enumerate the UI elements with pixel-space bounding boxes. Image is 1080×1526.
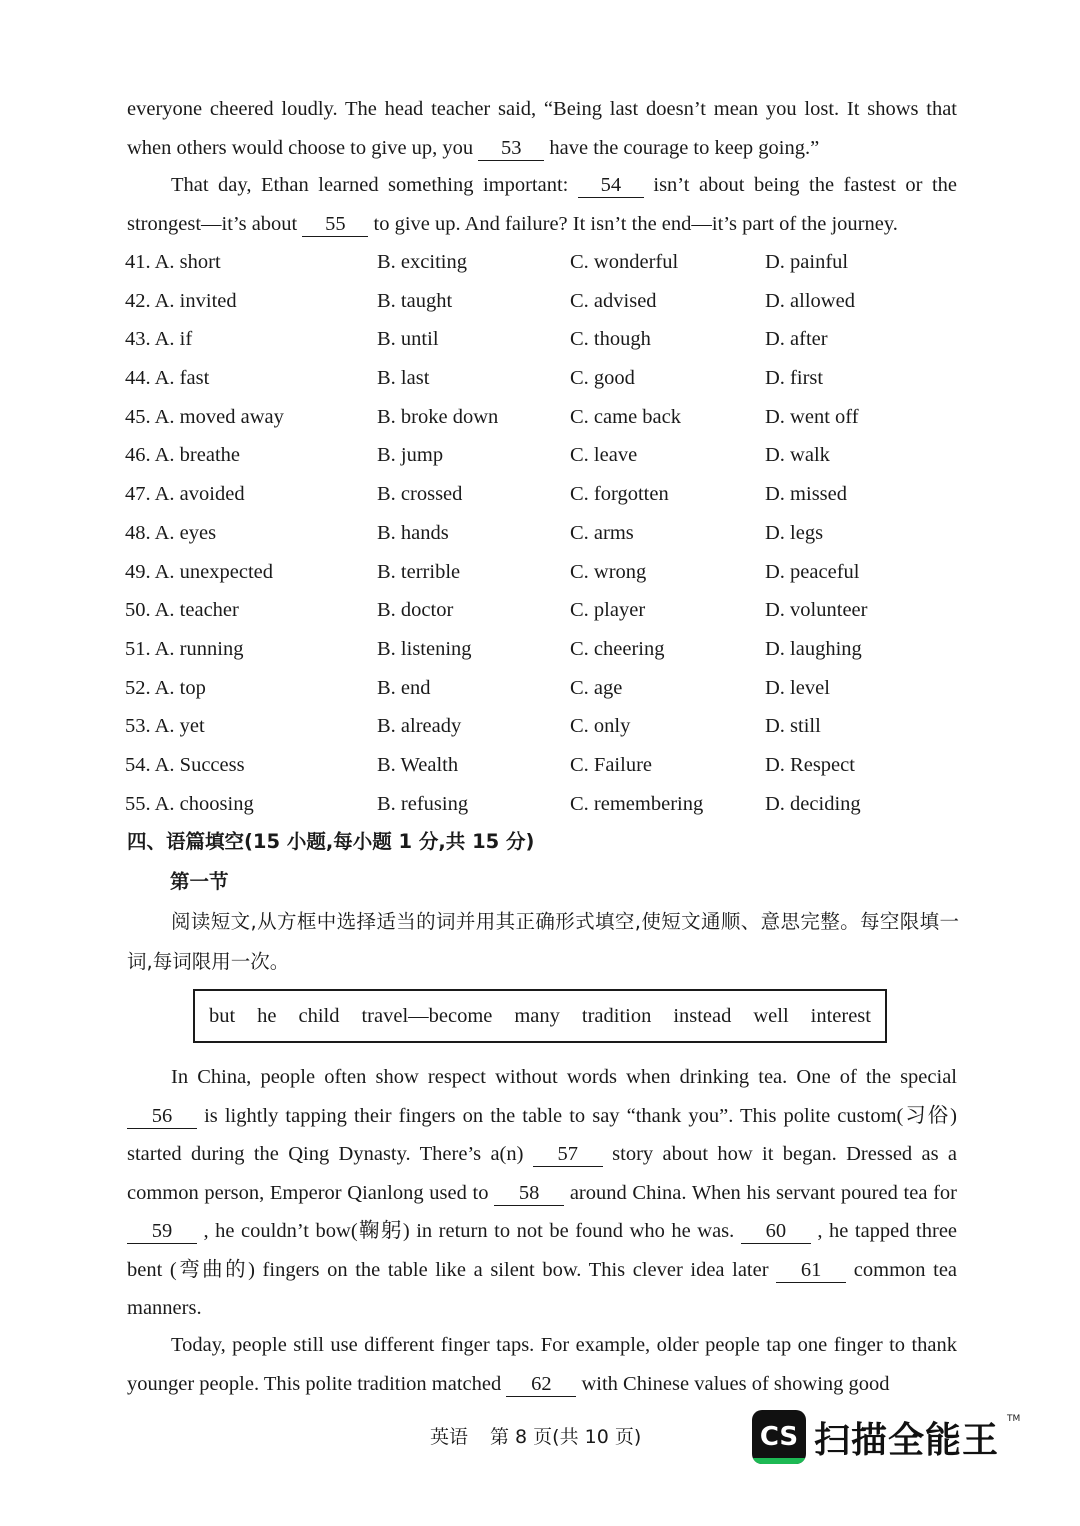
option-a: 52. A. top (125, 676, 206, 699)
passage-paragraph-1 (127, 90, 957, 167)
option-c: C. leave (570, 444, 638, 467)
option-a: 44. A. fast (125, 367, 210, 390)
option-c: C. wonderful (570, 251, 679, 273)
tea-passage-paragraph-2 (127, 1326, 957, 1403)
option-row (125, 398, 955, 437)
camscanner-watermark (752, 1410, 1020, 1464)
option-d: D. still (765, 715, 821, 738)
word-box (193, 989, 887, 1043)
option-a: 47. A. avoided (125, 483, 245, 506)
option-row (125, 282, 955, 321)
word-box-item: many (514, 1004, 560, 1027)
option-a: 48. A. eyes (125, 521, 217, 544)
option-b: B. taught (377, 289, 453, 312)
passage-text: In China, people often show respect without words when drinking tea. One of the special (171, 1066, 957, 1088)
option-b: B. hands (377, 521, 449, 544)
option-c: C. good (570, 367, 635, 390)
option-d: D. after (765, 328, 828, 351)
option-d: D. volunteer (765, 599, 868, 622)
option-row (125, 707, 955, 746)
option-d: D. peaceful (765, 560, 860, 583)
option-a: 41. A. short (125, 251, 221, 273)
option-d: D. allowed (765, 289, 855, 312)
passage-text: everyone cheered loudly. The head teacher said, “Being last doesn’t mean you lost. It shows that when others would choose to give up, you (127, 98, 957, 159)
passage-text: That day, Ethan learned something important: (171, 174, 569, 196)
passage-text: , he couldn’t bow(鞠躬) in return to not be found who he was. (203, 1220, 735, 1242)
blank-55: 55 (302, 212, 368, 237)
option-c: C. advised (570, 289, 657, 312)
option-d: D. first (765, 367, 824, 390)
option-d: D. walk (765, 444, 830, 467)
option-b: B. doctor (377, 599, 454, 622)
camscanner-logo-icon: CS (752, 1410, 806, 1464)
option-c: C. arms (570, 521, 634, 544)
blank-62: 62 (506, 1372, 576, 1397)
option-b: B. until (377, 328, 439, 351)
option-b: B. jump (377, 444, 444, 467)
option-row (125, 669, 955, 708)
blank-56: 56 (127, 1104, 197, 1129)
tea-passage-paragraph-1 (127, 1058, 957, 1328)
option-a: 50. A. teacher (125, 599, 239, 622)
option-b: B. broke down (377, 405, 499, 428)
option-d: D. Respect (765, 753, 855, 776)
word-box-item: well (753, 1004, 789, 1027)
section-title: 四、语篇填空(15 小题,每小题 1 分,共 15 分) (127, 830, 535, 853)
blank-57: 57 (533, 1142, 603, 1167)
option-b: B. crossed (377, 483, 463, 506)
word-box-item: he (257, 1004, 277, 1027)
word-box-item: tradition (581, 1004, 652, 1027)
option-d: D. deciding (765, 792, 861, 815)
option-row (125, 746, 955, 785)
page-footer (430, 1422, 641, 1449)
option-c: C. forgotten (570, 483, 669, 506)
word-box-item: travel—become (361, 1004, 493, 1027)
section-instruction: 阅读短文,从方框中选择适当的词并用其正确形式填空,使短文通顺、意思完整。每空限填一词,每词限用一次。 (127, 910, 959, 973)
option-c: C. wrong (570, 560, 647, 583)
option-b: B. exciting (377, 251, 467, 273)
option-a: 45. A. moved away (125, 405, 284, 428)
option-a: 54. A. Success (125, 753, 245, 776)
option-b: B. last (377, 367, 430, 390)
option-a: 42. A. invited (125, 289, 237, 312)
option-row (125, 475, 955, 514)
option-a: 53. A. yet (125, 715, 205, 738)
passage-text: story about how it began. Dressed as a common person, Emperor Qianlong used to (127, 1143, 958, 1204)
word-box-item: instead (673, 1004, 732, 1027)
option-c: C. though (570, 328, 651, 351)
option-d: D. legs (765, 521, 824, 544)
option-b: B. Wealth (377, 753, 459, 776)
word-box-item: but (209, 1004, 236, 1027)
option-c: C. cheering (570, 637, 665, 660)
option-d: D. painful (765, 251, 849, 273)
option-b: B. refusing (377, 792, 469, 815)
option-row (125, 436, 955, 475)
option-d: D. laughing (765, 637, 862, 660)
option-a: 51. A. running (125, 637, 244, 660)
blank-61: 61 (776, 1258, 846, 1283)
option-row (125, 553, 955, 592)
blank-58: 58 (494, 1181, 564, 1206)
option-c: C. remembering (570, 792, 704, 815)
camscanner-logo-text: 扫描全能王 (814, 1419, 1000, 1461)
option-b: B. terrible (377, 560, 461, 583)
option-a: 43. A. if (125, 328, 193, 351)
option-b: B. already (377, 715, 462, 738)
option-a: 49. A. unexpected (125, 560, 274, 583)
blank-53: 53 (478, 136, 544, 161)
passage-text: with Chinese values of showing good (581, 1372, 890, 1395)
passage-text: Today, people still use different finger taps. For example, older people tap one finger to thank younger people. This polite tradition matched (127, 1334, 957, 1395)
option-row (125, 320, 955, 359)
trademark-mark: TM (1007, 1414, 1021, 1424)
option-c: C. Failure (570, 753, 652, 776)
word-box-item: interest (810, 1004, 871, 1027)
option-c: C. only (570, 715, 631, 738)
passage-text: is lightly tapping their fingers on the table to say “thank you”. This polite custom(习俗) started during the Qing Dynasty. There’s a(n) (127, 1104, 958, 1165)
option-row (125, 591, 955, 630)
footer-subject: 英语 (430, 1426, 469, 1448)
passage-text: around China. When his servant poured tea for (569, 1181, 958, 1204)
option-c: C. age (570, 676, 623, 699)
passage-text: isn’t about being the fastest or the strongest—it’s about (127, 174, 958, 235)
passage-text: , he tapped three bent (弯曲的) fingers on the table like a silent bow. This clever idea later (127, 1220, 958, 1281)
option-a: 46. A. breathe (125, 444, 240, 467)
option-row (125, 514, 955, 553)
passage-text: have the courage to keep going.” (549, 136, 820, 159)
option-d: D. level (765, 676, 830, 699)
word-box-item: child (298, 1004, 340, 1027)
option-b: B. end (377, 676, 431, 699)
blank-60: 60 (741, 1219, 811, 1244)
answer-options (125, 243, 955, 823)
option-b: B. listening (377, 637, 472, 660)
option-a: 55. A. choosing (125, 792, 254, 815)
blank-59: 59 (127, 1219, 197, 1244)
passage-text: common tea manners. (127, 1258, 958, 1319)
option-c: C. came back (570, 405, 681, 428)
footer-page-number: 第 8 页(共 10 页) (490, 1426, 642, 1448)
passage-paragraph-2 (127, 166, 957, 243)
option-row (125, 359, 955, 398)
option-row (125, 243, 955, 282)
option-row (125, 785, 955, 824)
option-d: D. went off (765, 405, 859, 428)
option-row (125, 630, 955, 669)
section-subtitle: 第一节 (170, 870, 229, 893)
passage-text: to give up. And failure? It isn’t the end—it’s part of the journey. (373, 212, 898, 235)
option-c: C. player (570, 599, 646, 622)
option-d: D. missed (765, 483, 847, 506)
blank-54: 54 (578, 173, 644, 198)
